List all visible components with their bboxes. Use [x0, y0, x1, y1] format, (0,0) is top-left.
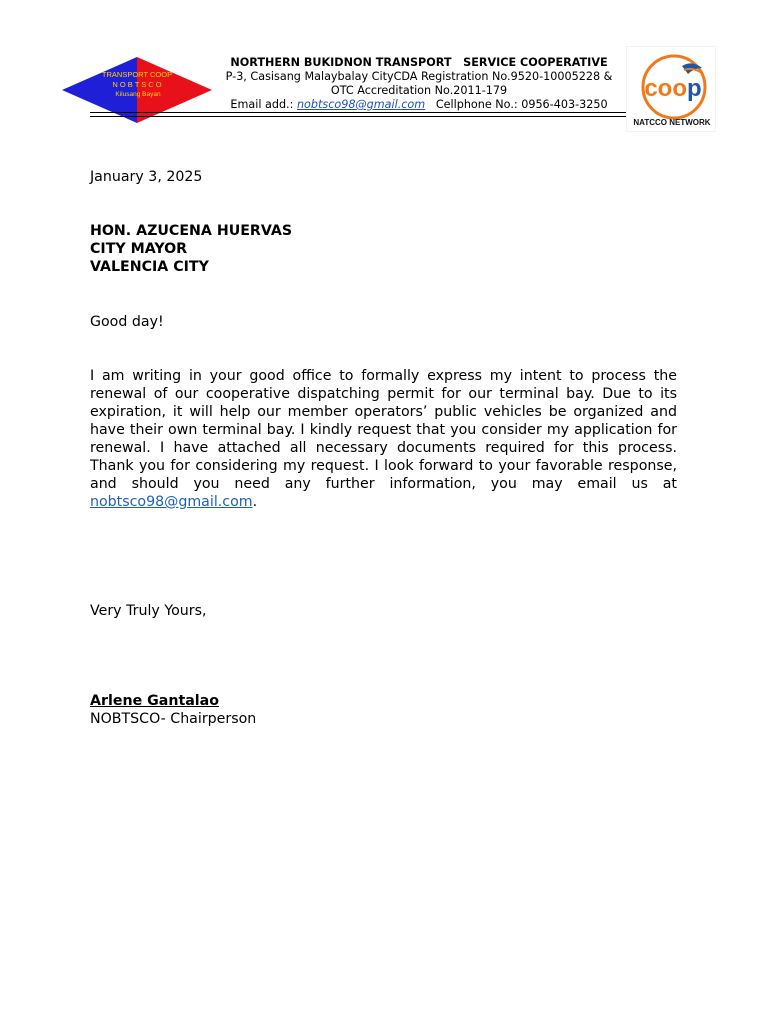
logo-text-line1: TRANSPORT COOP: [101, 70, 173, 79]
addressee-title: CITY MAYOR: [90, 241, 188, 257]
signatory-name: Arlene Gantalao: [90, 693, 219, 709]
body-text: I am writing in your good office to formally express my intent to process the renewal of our cooperative dispatching permit for our terminal bay. Due to its expiration, it will help our member operators’ public vehicles be organized and have their own terminal bay. I kindly request that you consider my application for renewal. I have attached all necessary documents required for this process. Thank you for considering my request. I look forward to your favorable response, and should you need any further information, you may email us at: [90, 368, 677, 492]
addressee-block: [90, 222, 677, 276]
header-email-link[interactable]: nobtsco98@gmail.com: [296, 98, 426, 111]
address-line: P-3, Casisang Malaybalay CityCDA Registration No.9520-10005228 &: [225, 70, 613, 83]
signatory-title: NOBTSCO- Chairperson: [90, 711, 257, 727]
letterhead: [0, 0, 768, 135]
logo-text-line2: N O B T S C O: [112, 80, 162, 89]
header-rule-thick: [90, 112, 626, 113]
logo-red-half: [137, 57, 212, 123]
logo-text-line3: Kilusang Bayan: [115, 91, 161, 98]
phone-label: Cellphone No.: 0956-403-3250: [435, 98, 608, 111]
letter-date: January 3, 2025: [90, 169, 203, 185]
letterhead-text: [212, 56, 626, 112]
logo-blue-half: [62, 57, 137, 123]
accreditation-line: OTC Accreditation No.2011-179: [330, 84, 508, 97]
coop-logo-caption: NATCCO NETWORK: [633, 118, 711, 127]
addressee-name: HON. AZUCENA HUERVAS: [90, 223, 293, 239]
addressee-location: VALENCIA CITY: [90, 259, 209, 275]
nobtsco-logo: [62, 57, 212, 123]
contact-line: [212, 98, 626, 112]
letter-body-paragraph: [90, 367, 677, 511]
coop-word: coop: [644, 75, 702, 102]
body-email-link[interactable]: nobtsco98@gmail.com: [90, 494, 253, 510]
closing: Very Truly Yours,: [90, 603, 207, 619]
body-end: .: [252, 494, 258, 510]
greeting: Good day!: [90, 314, 164, 330]
organization-name: NORTHERN BUKIDNON TRANSPORT SERVICE COOPERATIVE: [230, 56, 608, 69]
header-rule-thin: [90, 116, 626, 117]
email-label: Email add.:: [230, 98, 297, 111]
